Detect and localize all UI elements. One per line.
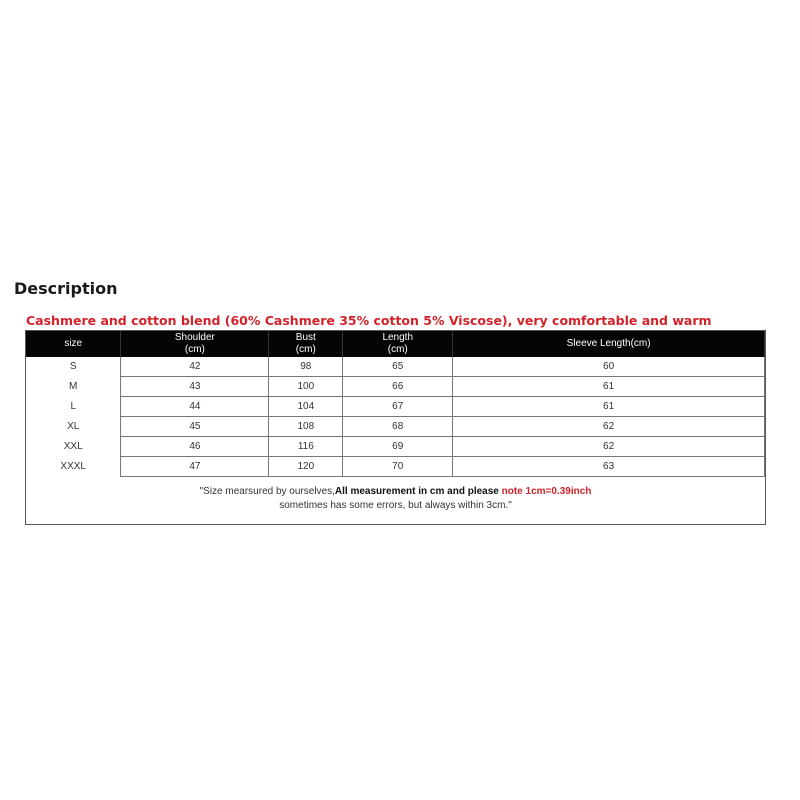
note-part-4: sometimes has some errors, but always within 3cm." [279, 500, 512, 511]
cell-sleeve: 62 [453, 437, 765, 457]
note-conversion: note 1cm=0.39inch [501, 486, 592, 497]
page-title: Description [14, 279, 118, 298]
cell-size: S [26, 357, 121, 377]
note-part-1: "Size mearsured by ourselves, [199, 486, 335, 497]
table-row [26, 417, 765, 437]
cell-length: 67 [343, 397, 453, 417]
cell-size: XXL [26, 437, 121, 457]
cell-size: XL [26, 417, 121, 437]
column-header-label: Length [382, 332, 414, 343]
cell-shoulder: 43 [121, 377, 269, 397]
cell-sleeve: 62 [453, 417, 765, 437]
table-row [26, 377, 765, 397]
column-header [343, 331, 453, 357]
column-header-label: Shoulder [174, 332, 215, 343]
column-header-label: Sleeve Length(cm) [566, 338, 651, 349]
cell-length: 66 [343, 377, 453, 397]
column-header [26, 331, 121, 357]
table-row [26, 397, 765, 417]
cell-length: 69 [343, 437, 453, 457]
cell-sleeve: 61 [453, 377, 765, 397]
cell-size: XXXL [26, 457, 121, 477]
cell-bust: 108 [269, 417, 343, 437]
cell-length: 65 [343, 357, 453, 377]
cell-shoulder: 45 [121, 417, 269, 437]
cell-size: L [26, 397, 121, 417]
cell-bust: 116 [269, 437, 343, 457]
column-header-unit: (cm) [295, 344, 316, 355]
column-header-unit: (cm) [387, 344, 408, 355]
column-header-label: size [64, 338, 83, 349]
note-part-2: All measurement in cm and please [334, 486, 502, 497]
cell-sleeve: 63 [453, 457, 765, 477]
table-row [26, 437, 765, 457]
size-table [26, 331, 765, 477]
cell-bust: 98 [269, 357, 343, 377]
cell-bust: 120 [269, 457, 343, 477]
cell-length: 70 [343, 457, 453, 477]
cell-sleeve: 61 [453, 397, 765, 417]
cell-shoulder: 46 [121, 437, 269, 457]
column-header [453, 331, 765, 357]
table-row [26, 357, 765, 377]
cell-shoulder: 44 [121, 397, 269, 417]
cell-shoulder: 47 [121, 457, 269, 477]
measurement-note [26, 485, 765, 513]
table-header-row [26, 331, 765, 357]
material-subtitle: Cashmere and cotton blend (60% Cashmere 35% cotton 5% Viscose), very comfortable and warm [26, 313, 712, 328]
column-header-label: Bust [295, 332, 316, 343]
cell-shoulder: 42 [121, 357, 269, 377]
column-header [269, 331, 343, 357]
cell-bust: 100 [269, 377, 343, 397]
table-body [26, 357, 765, 477]
cell-sleeve: 60 [453, 357, 765, 377]
cell-bust: 104 [269, 397, 343, 417]
size-chart [25, 330, 766, 525]
table-row [26, 457, 765, 477]
column-header-unit: (cm) [184, 344, 205, 355]
cell-size: M [26, 377, 121, 397]
cell-length: 68 [343, 417, 453, 437]
column-header [121, 331, 269, 357]
